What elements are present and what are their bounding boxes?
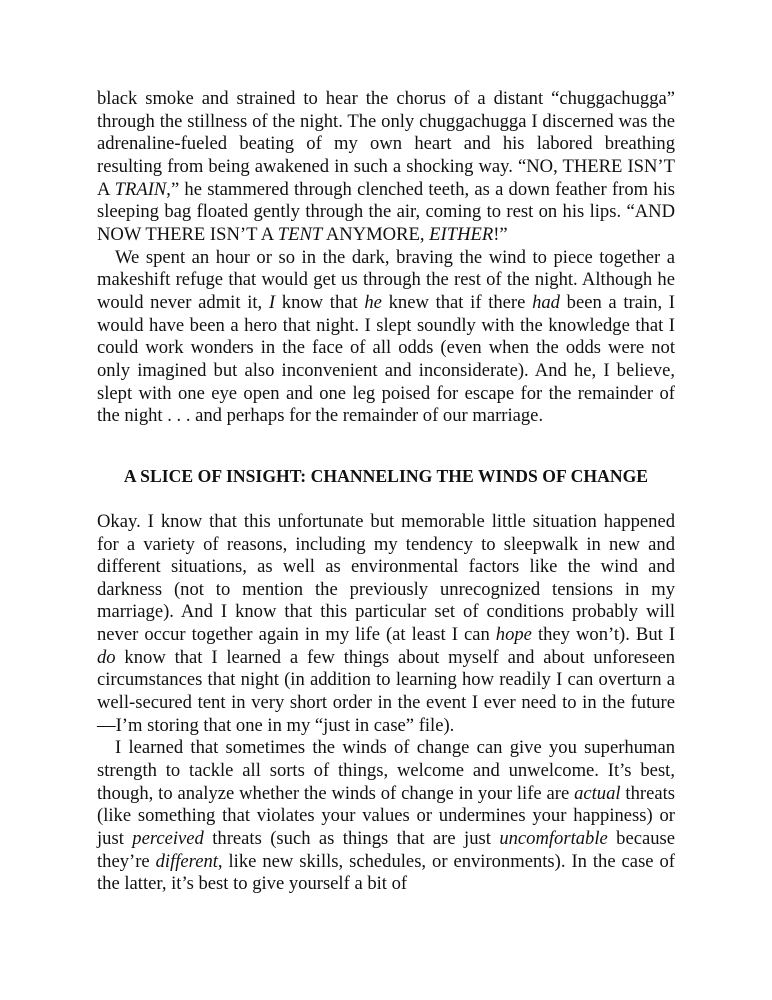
italic-text-run: actual: [574, 782, 621, 804]
document-page: [97, 88, 675, 896]
italic-text-run: different: [155, 850, 218, 872]
text-run: knew that if there: [381, 291, 533, 313]
text-run: black smoke and strained to hear the chorus of a distant “chuggachugga” through the stillness of the night. The only chuggachugga I discerned was the adrenaline-fueled beating of my own heart and his labored breathing resulting from being awakened in such a shocking way. “NO, THERE ISN’T A: [97, 88, 675, 200]
paragraph-1: [97, 88, 675, 247]
text-run: We spent an hour or so in the dark, braving the wind to piece together a makeshift refuge that would get us through the rest of the night. Although he would never admit it,: [97, 246, 675, 313]
text-run: !”: [493, 223, 508, 245]
italic-text-run: had: [532, 291, 560, 313]
text-run: , like new skills, schedules, or environments). In the case of the latter, it’s best to give yourself a bit of: [97, 850, 675, 895]
italic-text-run: I: [268, 291, 276, 313]
italic-text-run: EITHER: [429, 223, 494, 245]
italic-text-run: hope: [495, 624, 532, 646]
italic-text-run: uncomfortable: [499, 828, 608, 850]
paragraph-4: [97, 737, 675, 896]
italic-text-run: do: [97, 646, 116, 668]
paragraph-2: [97, 247, 675, 428]
text-run: I learned that sometimes the winds of change can give you superhuman strength to tackle all sorts of things, welcome and unwelcome. It’s best, though, to analyze whether the winds of change in your life are: [97, 737, 675, 804]
text-run: they won’t). But I: [531, 624, 676, 646]
italic-text-run: he: [364, 291, 382, 313]
text-run: ,” he stammered through clenched teeth, as a down feather from his sleeping bag floated gently through the air, coming to rest on his lips. “AND NOW THERE ISN’T A: [97, 178, 676, 245]
text-run: been a train, I would have been a hero that night. I slept soundly with the knowledge that I could work wonders in the face of all odds (even when the odds were not only imagined but also inconvenient and inconsiderate). And he, I believe, slept with one eye open and one leg poised for escape for the remainder of the night . . . and perhaps for the remainder of our marriage.: [97, 291, 675, 427]
text-run: threats (such as things that are just: [203, 828, 500, 850]
text-run: Okay. I know that this unfortunate but memorable little situation happened for a variety of reasons, including my tendency to sleepwalk in new and different situations, as well as environmental factors like the wind and darkness (not to mention the previously unrecognized tensions in my marriage). And I know that this particular set of conditions probably will never occur together again in my life (at least I can: [97, 510, 675, 646]
italic-text-run: TENT: [277, 223, 323, 245]
text-run: threats (like something that violates your values or undermines your happiness) or just: [97, 782, 675, 850]
paragraph-3: [97, 511, 675, 738]
text-run: because they’re: [97, 828, 676, 872]
italic-text-run: TRAIN: [114, 178, 167, 200]
text-run: ANYMORE,: [322, 223, 430, 245]
italic-text-run: perceived: [132, 828, 204, 850]
section-heading: A SLICE OF INSIGHT: CHANNELING THE WINDS OF CHANGE: [123, 465, 649, 486]
text-run: know that I learned a few things about myself and about unforeseen circumstances that night (in addition to learning how readily I can overturn a well-secured tent in very short order in the event I ever need to in the future—I’m storing that one in my “just in case” file).: [97, 646, 675, 736]
text-run: know that: [275, 291, 365, 313]
